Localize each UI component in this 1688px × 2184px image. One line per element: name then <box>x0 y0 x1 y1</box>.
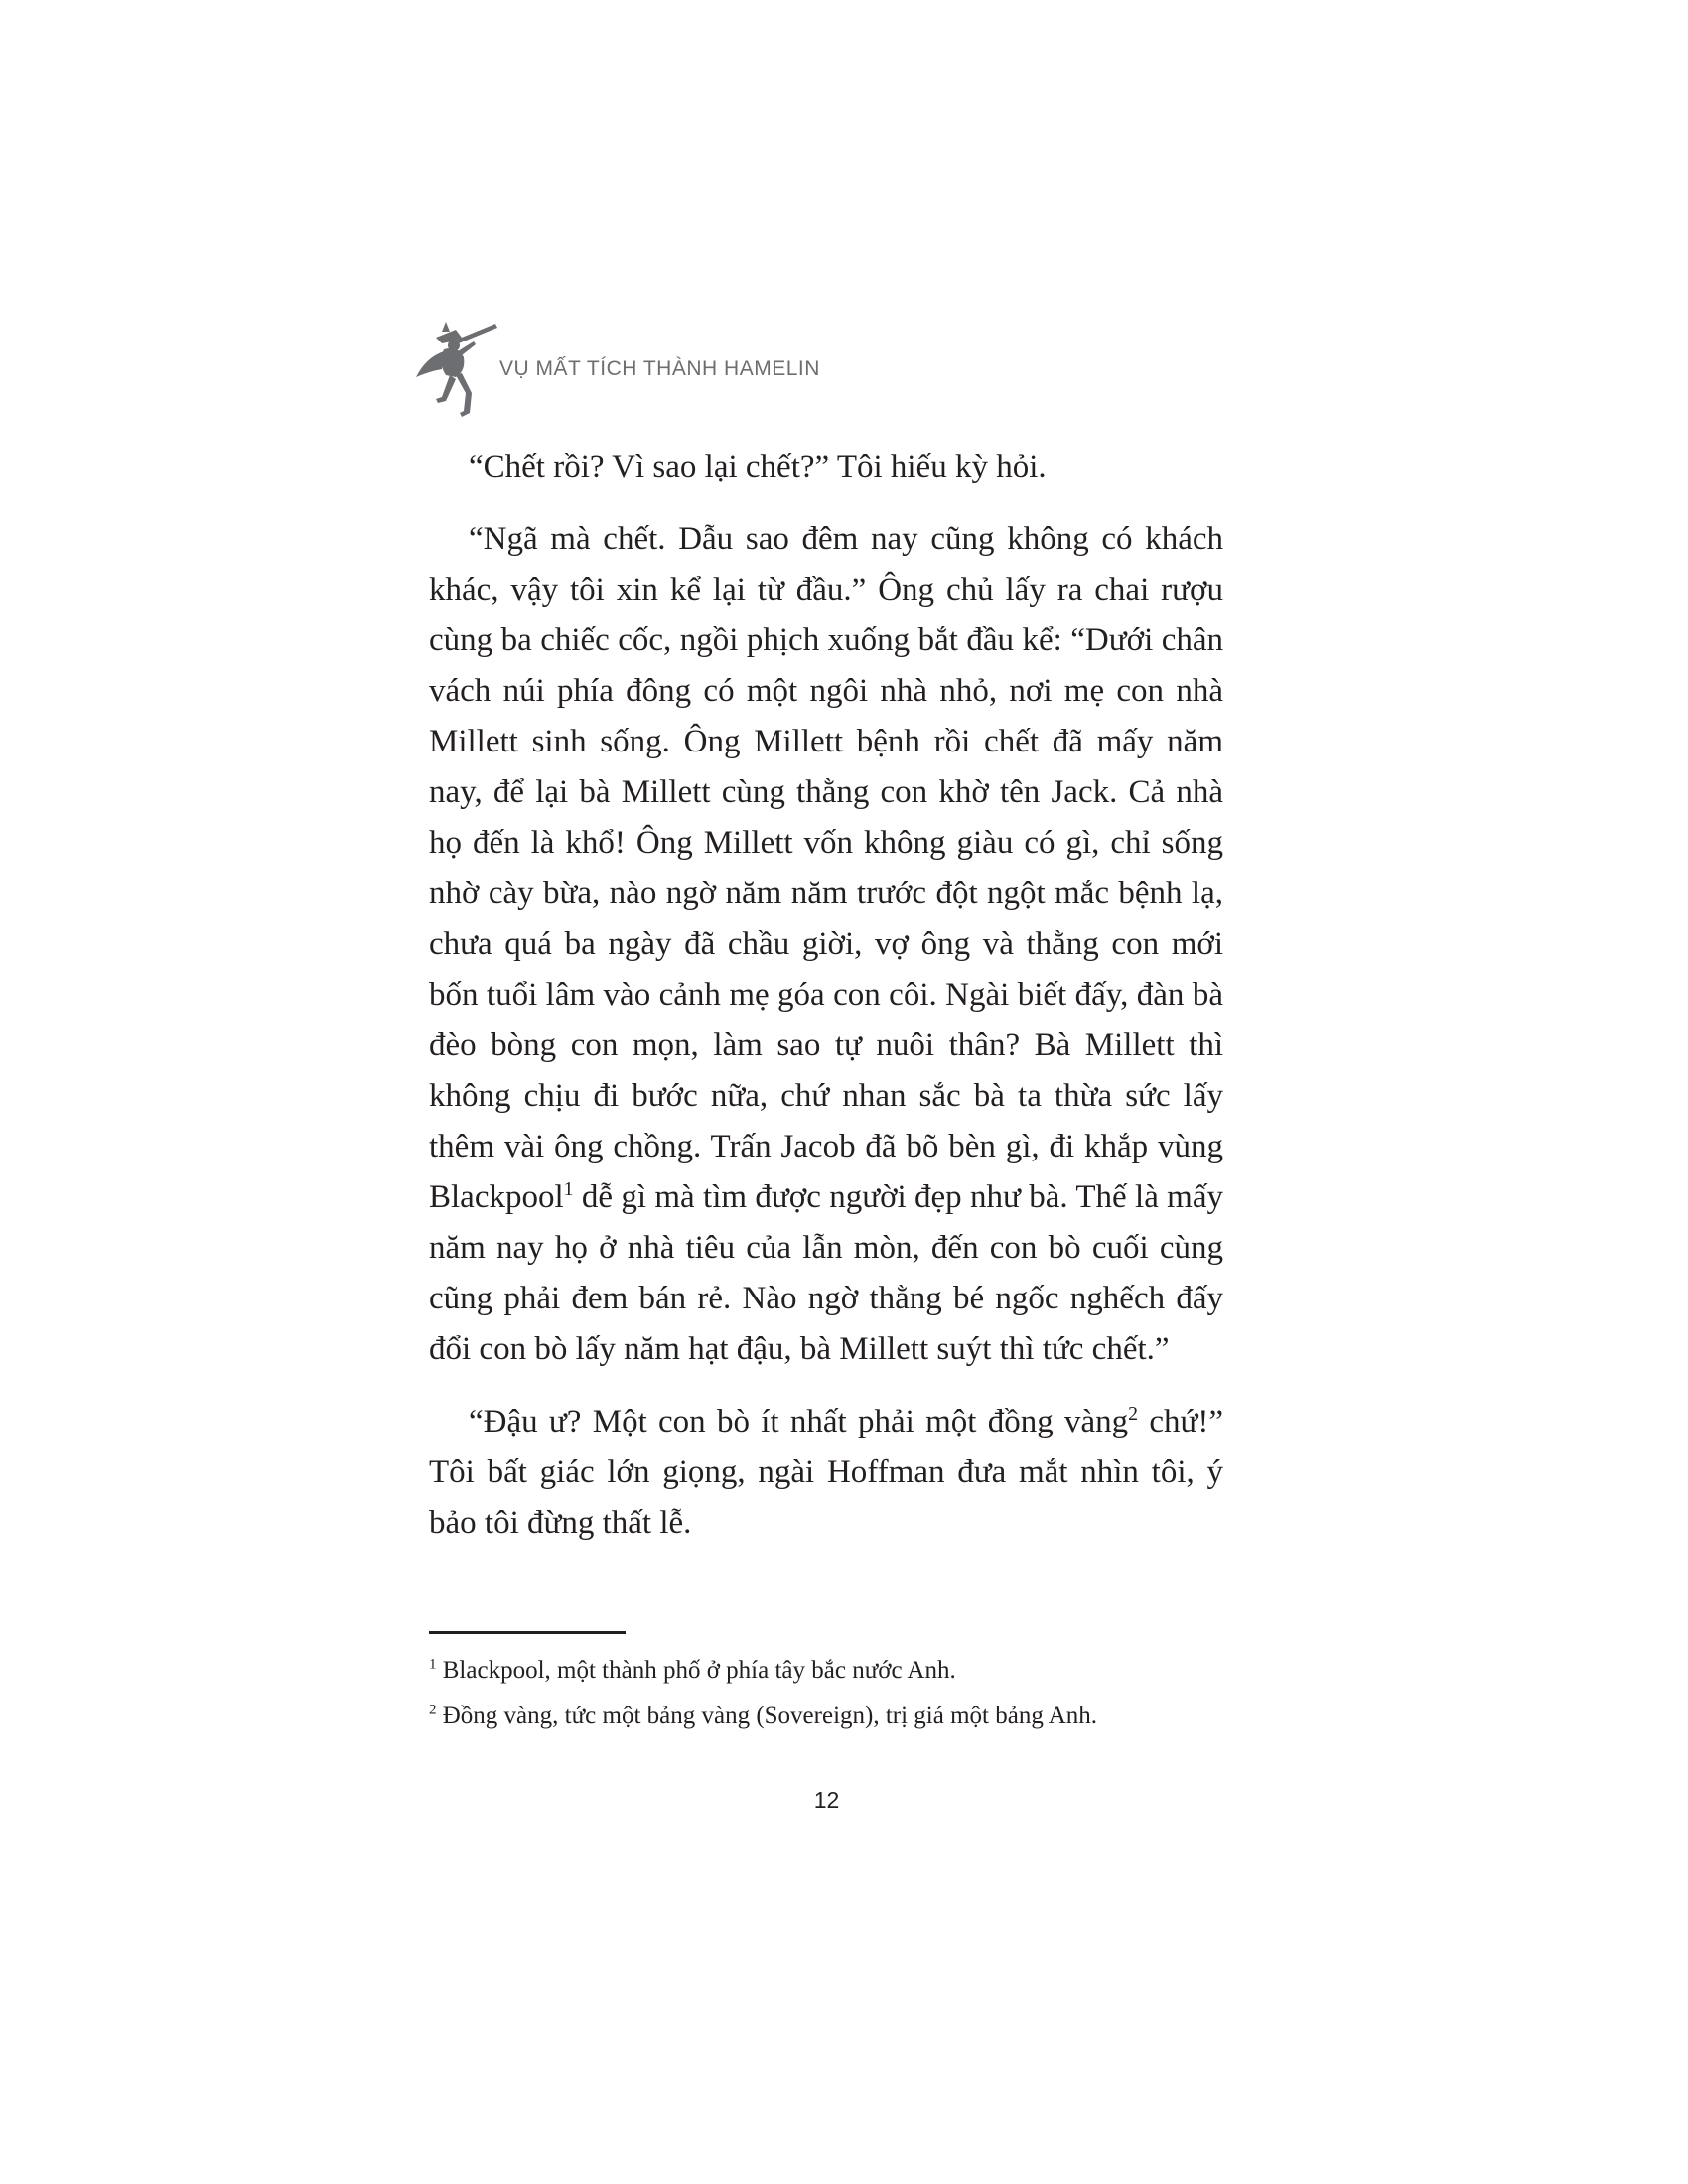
footnote-divider <box>429 1631 626 1634</box>
running-header-title: VỤ MẤT TÍCH THÀNH HAMELIN <box>499 357 820 380</box>
paragraph: “Đậu ư? Một con bò ít nhất phải một đồng vàng$^2$ chứ!” Tôi bất giác lớn giọng, ngài Hoffman đưa mắt nhìn tôi, ý bảo tôi đừng thất lễ. <box>429 1403 1223 1541</box>
main-text <box>429 442 1223 1570</box>
running-header <box>412 316 1306 425</box>
footnote: $^1$ Blackpool, một thành phố ở phía tây bắc nước Anh. <box>429 1656 956 1684</box>
footnote-reference: 2 <box>1128 1403 1139 1425</box>
footnotes <box>429 1648 1223 1739</box>
paragraph: “Chết rồi? Vì sao lại chết?” Tôi hiếu kỳ hỏi. <box>469 449 1047 484</box>
footnote-reference: 1 <box>563 1178 574 1200</box>
footnote: $^2$ Đồng vàng, tức một bảng vàng (Sovereign), trị giá một bảng Anh. <box>429 1702 1098 1729</box>
paragraph: “Ngã mà chết. Dẫu sao đêm nay cũng không có khách khác, vậy tôi xin kể lại từ đầu.” Ông chủ lấy ra chai rượu cùng ba chiếc cốc, ngồi phịch xuống bắt đầu kể: “Dưới chân vách núi phía đông có một ngôi nhà nhỏ, nơi mẹ con nhà Millett sinh sống. Ông Millett bệnh rồi chết đã mấy năm nay, để lại bà Millett cùng thằng con khờ tên Jack. Cả nhà họ đến là khổ! Ông Millett vốn không giàu có gì, chỉ sống nhờ cày bừa, nào ngờ năm năm trước đột ngột mắc bệnh lạ, chưa quá ba ngày đã chầu giời, vợ ông và thằng con mới bốn tuổi lâm vào cảnh mẹ góa con côi. Ngài biết đấy, đàn bà đèo bòng con mọn, làm sao tự nuôi thân? Bà Millett thì không chịu đi bước nữa, chứ nhan sắc bà ta thừa sức lấy thêm vài ông chồng. Trấn Jacob đã bõ bèn gì, đi khắp vùng Blackpool$^1$ dễ gì mà tìm được người đẹp như bà. Thế là mấy năm nay họ ở nhà tiêu của lẫn mòn, đến con bò cuối cùng cũng phải đem bán rẻ. Nào ngờ thằng bé ngốc nghếch đấy đổi con bò lấy năm hạt đậu, bà Millett suýt thì tức chết.” <box>429 521 1223 1367</box>
page-number: 12 <box>813 1787 840 1813</box>
